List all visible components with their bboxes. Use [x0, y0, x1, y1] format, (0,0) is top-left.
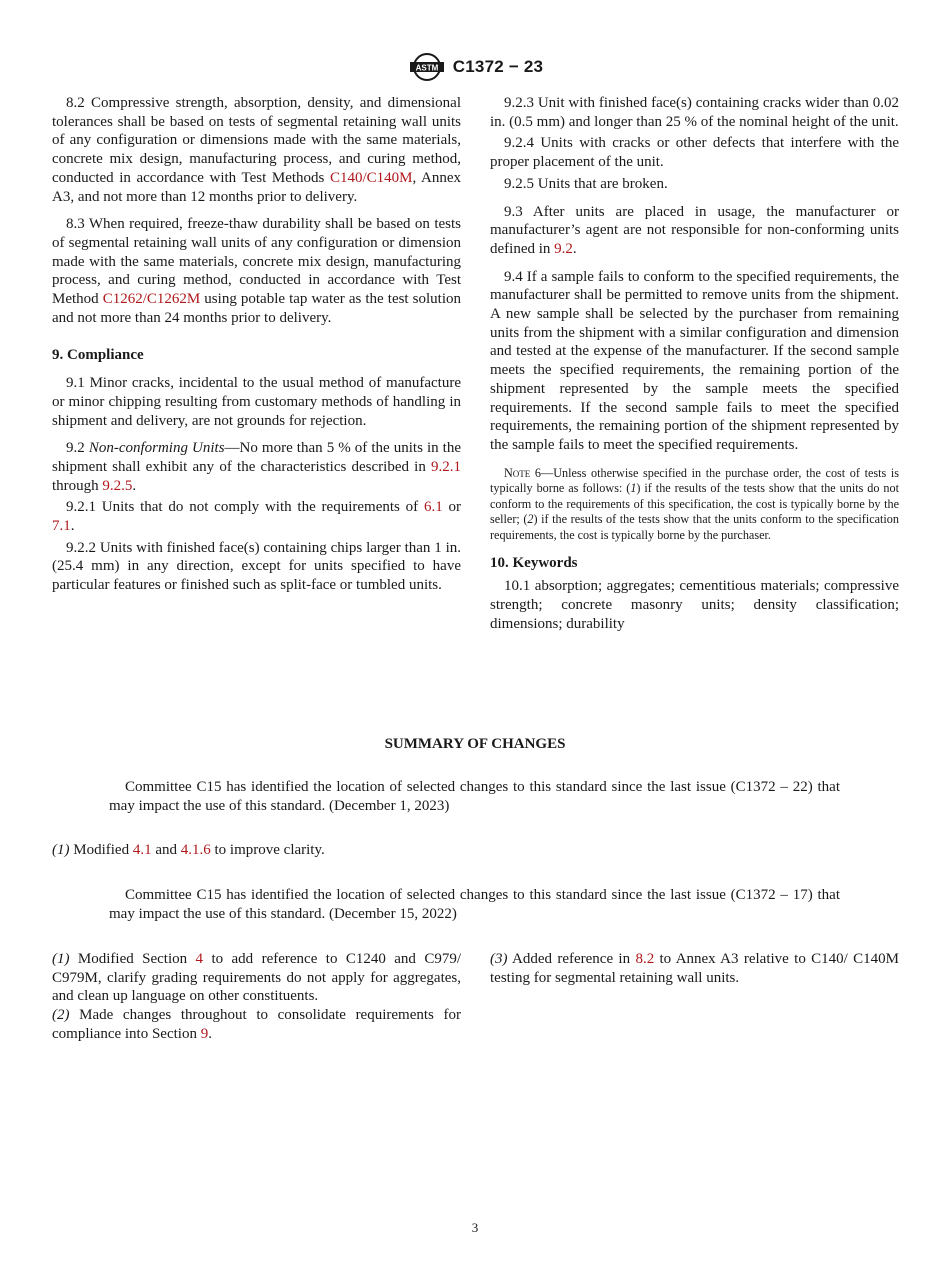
section-9-heading: 9. Compliance [52, 347, 144, 364]
paragraph-9-2-4: 9.2.4 Units with cracks or other defects that interfere with the proper placement of the unit. [490, 135, 899, 171]
astm-logo-icon [407, 52, 447, 82]
link-c1262[interactable]: C1262/C1262M [102, 291, 201, 308]
paragraph-9-1: 9.1 Minor cracks, incidental to the usual method of manufacture or minor chipping resulting from customary methods of handling in shipment and delivery, are not grounds for rejection. [52, 375, 461, 429]
summary-intro-2023: Committee C15 has identified the location of selected changes to this standard since the last issue (C1372 – 22) that may impact the use of this standard. (December 1, 2023) [109, 779, 840, 814]
paragraph-9-2: 9.2 Non-conforming Units—No more than 5 % of the units in the shipment shall exhibit any of the characteristics described in 9.2.1 through 9.2.5. [52, 440, 462, 494]
paragraph-9-4: 9.4 If a sample fails to conform to the specified requirements, the manufacturer shall be permitted to remove units from the shipment. A new sample shall be selected by the purchaser from remaining units from the shipment with a similar configuration and dimension and tested at the expense of the manufacturer. If the second sample meets the specified requirements, the remaining portion of the shipment represented by the sample meets the specified requirements. If the second sample fails to meet the specified requirements, the remaining portion of the shipment represented by the sample fails to meet the specified requirements. [490, 268, 899, 453]
link-section-4[interactable]: 4 [195, 951, 204, 967]
link-9-2[interactable]: 9.2 [554, 240, 573, 257]
paragraph-9-2-1: 9.2.1 Units that do not comply with the requirements of 6.1 or 7.1. [52, 499, 461, 535]
summary-intro-2022: Committee C15 has identified the location of selected changes to this standard since the last issue (C1372 – 17) that may impact the use of this standard. (December 15, 2022) [109, 887, 840, 922]
link-9-2-5[interactable]: 9.2.5 [102, 477, 133, 494]
section-10-heading: 10. Keywords [490, 554, 578, 571]
paragraph-9-2-3: 9.2.3 Unit with finished face(s) containing cracks wider than 0.02 in. (0.5 mm) and longer than 25 % of the nominal height of the unit. [490, 95, 899, 130]
link-4-1[interactable]: 4.1 [132, 842, 152, 858]
paragraph-8-3: 8.3 When required, freeze-thaw durability shall be based on tests of segmental retaining wall units of any configuration or dimension made with the same materials, concrete mix design, manufacturing process, and curing method, conducted in accordance with Test Method C1262/C1262M using potable tap water as the test solution and not more than 24 months prior to delivery. [52, 216, 462, 326]
paragraph-10-1: 10.1 absorption; aggregates; cementitious materials; compressive strength; concrete masonry units; density classification; dimensions; durability [490, 578, 899, 632]
change-2022-2: (2) Made changes throughout to consolidate requirements for compliance into Section 9. [52, 1007, 461, 1042]
page-header [0, 52, 950, 82]
link-9-2-1[interactable]: 9.2.1 [431, 458, 461, 475]
paragraph-9-2-2: 9.2.2 Units with finished face(s) containing chips larger than 1 in. (25.4 mm) in any direction, except for units specified to have particular features or finished such as split-face or tumbled units. [52, 539, 461, 594]
link-4-1-6[interactable]: 4.1.6 [180, 842, 211, 858]
logo-label: ASTM [415, 63, 439, 73]
left-column [52, 94, 461, 595]
right-column [490, 94, 899, 633]
link-7-1[interactable]: 7.1 [52, 518, 71, 535]
changes-2022-left [52, 950, 461, 1044]
summary-title: SUMMARY OF CHANGES [384, 736, 566, 752]
document-id: C1372 − 23 [452, 57, 544, 76]
change-2023-1: (1) Modified 4.1 and 4.1.6 to improve clarity. [52, 842, 325, 858]
change-2022-3: (3) Added reference in 8.2 to Annex A3 relative to C140/ C140M testing for segmental retaining wall units. [490, 951, 899, 986]
link-c140[interactable]: C140/C140M [329, 169, 413, 186]
note-6: Note 6—Unless otherwise specified in the purchase order, the cost of tests is typically borne as follows: (1) if the results of the tests show that the units do not conform to the requirements of this specification, the cost is typically borne by the seller; (2) if the results of the tests show that the units conform to the specification requirements, the cost is typically borne by the purchaser. [490, 465, 899, 543]
page-number: 3 [471, 1220, 479, 1235]
paragraph-8-2: 8.2 Compressive strength, absorption, density, and dimensional tolerances shall be based on tests of segmental retaining wall units of any configuration or dimensions made with the same materials, concrete mix design, manufacturing process, and curing method, conducted in accordance with Test Methods C140/C140M, Annex A3, and not more than 12 months prior to delivery. [52, 95, 461, 205]
link-section-9[interactable]: 9 [200, 1025, 209, 1042]
change-2022-1: (1) Modified Section 4 to add reference to C1240 and C979/ C979M, clarify grading requirements do not apply for aggregates, and clean up language on other constituents. [52, 951, 461, 1005]
changes-2022-right [490, 950, 899, 987]
link-6-1[interactable]: 6.1 [423, 499, 443, 516]
link-8-2[interactable]: 8.2 [635, 951, 655, 967]
paragraph-9-3: 9.3 After units are placed in usage, the manufacturer or manufacturer’s agent are not responsible for non-conforming units defined in 9.2. [490, 203, 899, 257]
paragraph-9-2-5: 9.2.5 Units that are broken. [504, 175, 668, 192]
